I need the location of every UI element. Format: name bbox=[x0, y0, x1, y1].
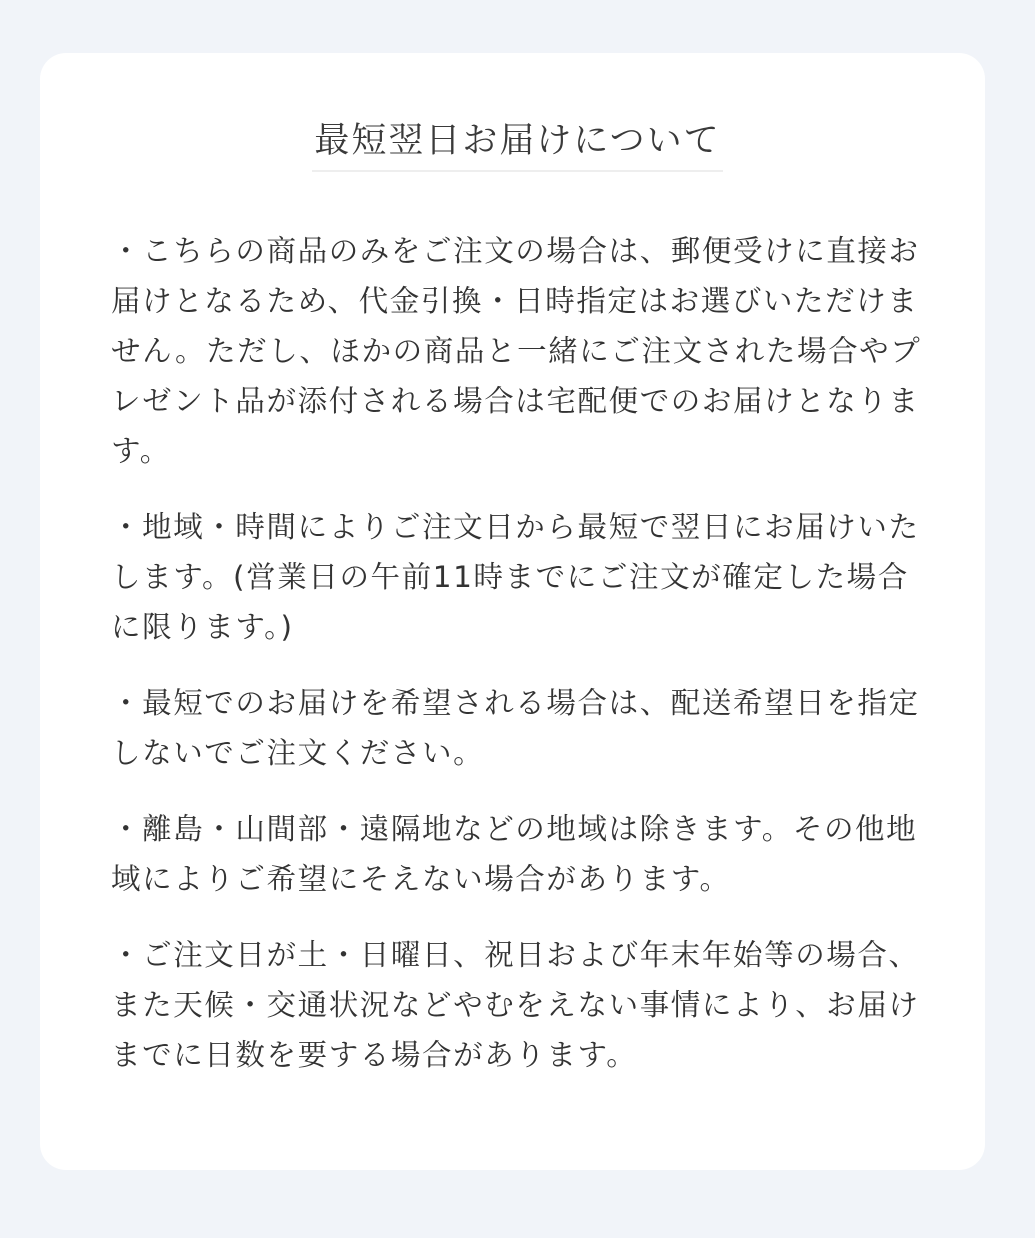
notice-title: 最短翌日お届けについて bbox=[312, 118, 722, 172]
notice-paragraph-mailbox-delivery: ・こちらの商品のみをご注文の場合は、郵便受けに直接お届けとなるため、代金引換・日時指定はお選びいただけません。ただし、ほかの商品と一緒にご注文された場合やプレゼント品が添付される場合は宅配便でのお届けとなります。 bbox=[111, 234, 922, 468]
notice-paragraph-no-date: ・最短でのお届けを希望される場合は、配送希望日を指定しないでご注文ください。 bbox=[111, 686, 920, 770]
notice-paragraph-holidays: ・ご注文日が土・日曜日、祝日および年末年始等の場合、また天候・交通状況などやむをえない事情により、お届けまでに日数を要する場合があります。 bbox=[111, 938, 920, 1072]
title-wrapper bbox=[0, 118, 1035, 172]
notice-body bbox=[111, 226, 929, 1106]
notice-paragraph-excluded-areas: ・離島・山間部・遠隔地などの地域は除きます。その他地域によりご希望にそえない場合があります。 bbox=[111, 812, 918, 896]
notice-paragraph-next-day: ・地域・時間によりご注文日から最短で翌日にお届けいたします。(営業日の午前11時までにご注文が確定した場合に限ります。) bbox=[111, 510, 920, 644]
